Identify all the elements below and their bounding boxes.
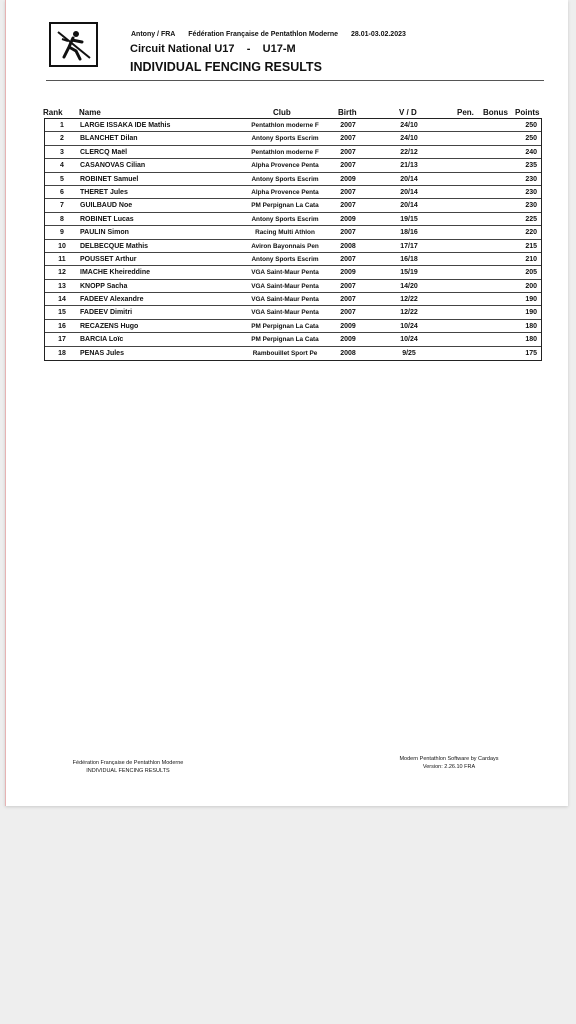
table-row — [45, 347, 541, 360]
column-header-name: Name — [79, 108, 101, 117]
birth-cell: 2009 — [340, 175, 356, 183]
club-cell: Antony Sports Escrim — [251, 215, 319, 223]
rank-cell: 7 — [60, 202, 64, 210]
table-row — [45, 199, 541, 212]
club-cell: VGA Saint-Maur Penta — [251, 269, 319, 277]
footer-version: Version: 2.26.10 FRA — [422, 764, 476, 770]
name-cell: GUILBAUD Noe — [80, 202, 133, 210]
name-cell: KNOPP Sacha — [80, 282, 128, 290]
rank-cell: 5 — [60, 175, 64, 183]
table-row — [45, 146, 541, 159]
name-cell: PAULIN Simon — [80, 229, 129, 237]
name-cell: FADEEV Alexandre — [80, 296, 144, 304]
rank-cell: 12 — [58, 269, 66, 277]
points-cell: 235 — [525, 162, 537, 170]
footer-federation: Fédération Française de Pentathlon Moderne — [72, 760, 184, 766]
club-cell: Pentathlon moderne F — [251, 148, 319, 156]
table-row — [45, 186, 541, 199]
birth-cell: 2009 — [340, 269, 356, 277]
table-row — [45, 266, 541, 279]
vd-cell: 14/20 — [400, 282, 418, 290]
name-cell: FADEEV Dimitri — [80, 309, 133, 317]
birth-cell: 2007 — [340, 162, 356, 170]
points-cell: 200 — [525, 282, 537, 290]
points-cell: 230 — [525, 175, 537, 183]
club-cell: PM Perpignan La Cata — [251, 322, 319, 330]
club-cell: Antony Sports Escrim — [251, 135, 319, 143]
birth-cell: 2008 — [340, 242, 356, 250]
club-cell: Rambouillet Sport Pe — [252, 349, 318, 357]
rank-cell: 3 — [60, 148, 64, 156]
footer-right — [396, 755, 502, 771]
points-cell: 205 — [525, 269, 537, 277]
category-name: U17-M — [262, 43, 296, 55]
table-row — [45, 226, 541, 239]
results-sheet — [5, 0, 568, 806]
header-divider — [46, 80, 544, 81]
table-row — [45, 159, 541, 172]
vd-cell: 21/13 — [400, 162, 418, 170]
table-row — [45, 119, 541, 132]
club-cell: Alpha Provence Penta — [251, 162, 319, 170]
page-title: INDIVIDUAL FENCING RESULTS — [130, 60, 322, 74]
name-cell: RECAZENS Hugo — [80, 322, 139, 330]
rank-cell: 16 — [58, 322, 66, 330]
rank-cell: 15 — [58, 309, 66, 317]
rank-cell: 2 — [60, 135, 64, 143]
vd-cell: 20/14 — [400, 188, 418, 196]
federation-name: Fédération Française de Pentathlon Moderne — [188, 31, 339, 38]
vd-cell: 9/25 — [402, 349, 416, 357]
table-row — [45, 173, 541, 186]
table-row — [45, 280, 541, 293]
pentathlon-fencer-logo-icon — [49, 22, 98, 67]
club-cell: Aviron Bayonnais Pen — [251, 242, 319, 250]
birth-cell: 2007 — [340, 148, 356, 156]
rank-cell: 18 — [58, 349, 66, 357]
birth-cell: 2007 — [340, 188, 356, 196]
points-cell: 190 — [525, 309, 537, 317]
table-row — [45, 333, 541, 346]
birth-cell: 2009 — [340, 336, 356, 344]
birth-cell: 2007 — [340, 255, 356, 263]
points-cell: 225 — [525, 215, 537, 223]
vd-cell: 10/24 — [400, 322, 418, 330]
column-header-club: Club — [273, 108, 291, 117]
rank-cell: 11 — [58, 255, 66, 263]
results-table — [44, 118, 542, 361]
points-cell: 230 — [525, 188, 537, 196]
points-cell: 250 — [525, 135, 537, 143]
birth-cell: 2007 — [340, 229, 356, 237]
column-header-bonus: Bonus — [483, 108, 508, 117]
rank-cell: 4 — [60, 162, 64, 170]
birth-cell: 2009 — [340, 215, 356, 223]
vd-cell: 10/24 — [400, 336, 418, 344]
vd-cell: 12/22 — [400, 309, 418, 317]
footer-report-title: INDIVIDUAL FENCING RESULTS — [86, 768, 170, 774]
points-cell: 220 — [525, 229, 537, 237]
club-cell: VGA Saint-Maur Penta — [251, 309, 319, 317]
vd-cell: 24/10 — [400, 122, 418, 129]
event-dates: 28.01-03.02.2023 — [351, 31, 406, 38]
name-cell: DELBECQUE Mathis — [80, 242, 149, 250]
column-header-points: Points — [515, 108, 540, 117]
points-cell: 240 — [525, 148, 537, 156]
rank-cell: 10 — [58, 242, 66, 250]
club-cell: Racing Multi Athlon — [255, 229, 315, 237]
vd-cell: 16/18 — [400, 255, 418, 263]
rank-cell: 1 — [60, 122, 64, 129]
club-cell: Antony Sports Escrim — [251, 255, 319, 263]
rank-cell: 8 — [60, 215, 64, 223]
vd-cell: 18/16 — [400, 229, 418, 237]
points-cell: 190 — [525, 296, 537, 304]
birth-cell: 2007 — [340, 309, 356, 317]
vd-cell: 20/14 — [400, 175, 418, 183]
table-row — [45, 240, 541, 253]
table-row — [45, 213, 541, 226]
points-cell: 175 — [525, 349, 537, 357]
rank-cell: 17 — [58, 336, 66, 344]
rank-cell: 9 — [60, 229, 64, 237]
points-cell: 215 — [525, 242, 537, 250]
table-row — [45, 253, 541, 266]
column-header-birth: Birth — [338, 108, 357, 117]
points-cell: 180 — [525, 336, 537, 344]
points-cell: 180 — [525, 322, 537, 330]
birth-cell: 2008 — [340, 349, 356, 357]
birth-cell: 2007 — [340, 282, 356, 290]
points-cell: 210 — [525, 255, 537, 263]
club-cell: VGA Saint-Maur Penta — [251, 282, 319, 290]
name-cell: LARGE ISSAKA IDE Mathis — [80, 122, 171, 129]
birth-cell: 2007 — [340, 202, 356, 210]
club-cell: Antony Sports Escrim — [251, 175, 319, 183]
name-cell: CLERCQ Maël — [80, 148, 128, 156]
event-location: Antony / FRA — [131, 31, 176, 38]
column-header-rank: Rank — [43, 108, 63, 117]
name-cell: ROBINET Samuel — [80, 175, 139, 183]
name-cell: PENAS Jules — [80, 349, 124, 357]
circuit-separator: - — [246, 43, 251, 55]
circuit-name: Circuit National U17 — [130, 43, 235, 55]
birth-cell: 2007 — [340, 135, 356, 143]
column-header-vd: V / D — [399, 108, 417, 117]
name-cell: BARCIA Loïc — [80, 336, 124, 344]
name-cell: CASANOVAS Cilian — [80, 162, 146, 170]
vd-cell: 20/14 — [400, 202, 418, 210]
vd-cell: 15/19 — [400, 269, 418, 277]
column-header-pen: Pen. — [457, 108, 474, 117]
event-info-line — [131, 31, 417, 38]
birth-cell: 2007 — [340, 122, 356, 129]
club-cell: Alpha Provence Penta — [251, 188, 319, 196]
club-cell: VGA Saint-Maur Penta — [251, 296, 319, 304]
vd-cell: 19/15 — [400, 215, 418, 223]
name-cell: BLANCHET Dilan — [80, 135, 138, 143]
vd-cell: 12/22 — [400, 296, 418, 304]
footer-left — [66, 759, 190, 775]
birth-cell: 2009 — [340, 322, 356, 330]
rank-cell: 6 — [60, 188, 64, 196]
club-cell: PM Perpignan La Cata — [251, 202, 319, 210]
table-row — [45, 132, 541, 145]
name-cell: ROBINET Lucas — [80, 215, 134, 223]
club-cell: PM Perpignan La Cata — [251, 336, 319, 344]
table-row — [45, 306, 541, 319]
name-cell: IMACHE Kheireddine — [80, 269, 151, 277]
rank-cell: 13 — [58, 282, 66, 290]
rank-cell: 14 — [58, 296, 66, 304]
name-cell: POUSSET Arthur — [80, 255, 137, 263]
vd-cell: 17/17 — [400, 242, 418, 250]
footer-software: Modern Pentathlon Software by Cardays — [399, 756, 499, 762]
name-cell: THERET Jules — [80, 188, 128, 196]
points-cell: 230 — [525, 202, 537, 210]
table-row — [45, 293, 541, 306]
competition-line — [130, 43, 296, 55]
birth-cell: 2007 — [340, 296, 356, 304]
vd-cell: 22/12 — [400, 148, 418, 156]
club-cell: Pentathlon moderne F — [251, 122, 319, 129]
points-cell: 250 — [525, 122, 537, 129]
table-row — [45, 320, 541, 333]
vd-cell: 24/10 — [400, 135, 418, 143]
